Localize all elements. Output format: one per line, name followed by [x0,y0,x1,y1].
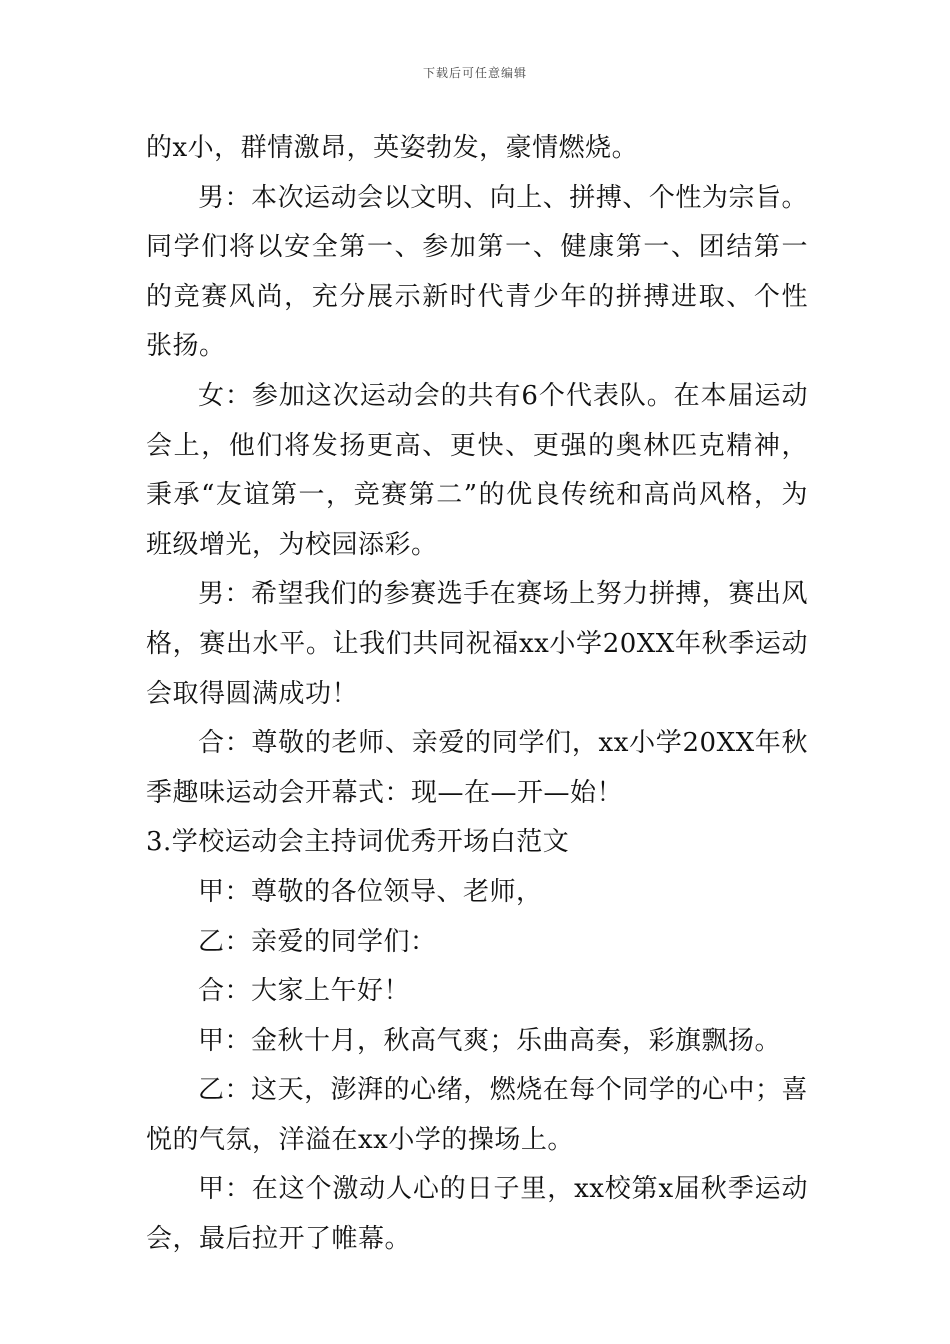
section-heading: 3.学校运动会主持词优秀开场白范文 [146,827,570,858]
paragraph: 的x小，群情激昂，英姿勃发，豪情燃烧。 [146,133,639,163]
paragraph: 男：希望我们的参赛选手在赛场上努力拼搏，赛出风格，赛出水平。让我们共同祝福xx小学20XX年秋季运动会取得圆满成功！ [146,579,808,709]
page-header: 下载后可任意编辑 [422,66,527,80]
paragraph: 男：本次运动会以文明、向上、拼搏、个性为宗旨。同学们将以安全第一、参加第一、健康第一、团结第一的竞赛风尚，充分展示新时代青少年的拼搏进取、个性张扬。 [146,182,808,362]
paragraph: 乙：亲爱的同学们： [198,926,437,957]
paragraph: 乙：这天，澎湃的心绪，燃烧在每个同学的心中；喜悦的气氛，洋溢在xx小学的操场上。 [146,1075,808,1155]
document-body [146,124,808,1265]
paragraph: 甲：在这个激动人心的日子里，xx校第x届秋季运动会，最后拉开了帷幕。 [146,1174,808,1255]
paragraph: 女：参加这次运动会的共有6个代表队。在本届运动会上，他们将发扬更高、更快、更强的奥林匹克精神，秉承“友谊第一，竞赛第二”的优良传统和高尚风格，为班级增光，为校园添彩。 [146,380,808,560]
paragraph: 甲：尊敬的各位领导、老师， [198,876,543,907]
paragraph: 合：大家上午好！ [198,976,411,1007]
paragraph: 甲：金秋十月，秋高气爽；乐曲高奏，彩旗飘扬。 [198,1025,782,1056]
paragraph: 合：尊敬的老师、亲爱的同学们，xx小学20XX年秋季趣味运动会开幕式：现—在—开—始！ [146,728,808,808]
